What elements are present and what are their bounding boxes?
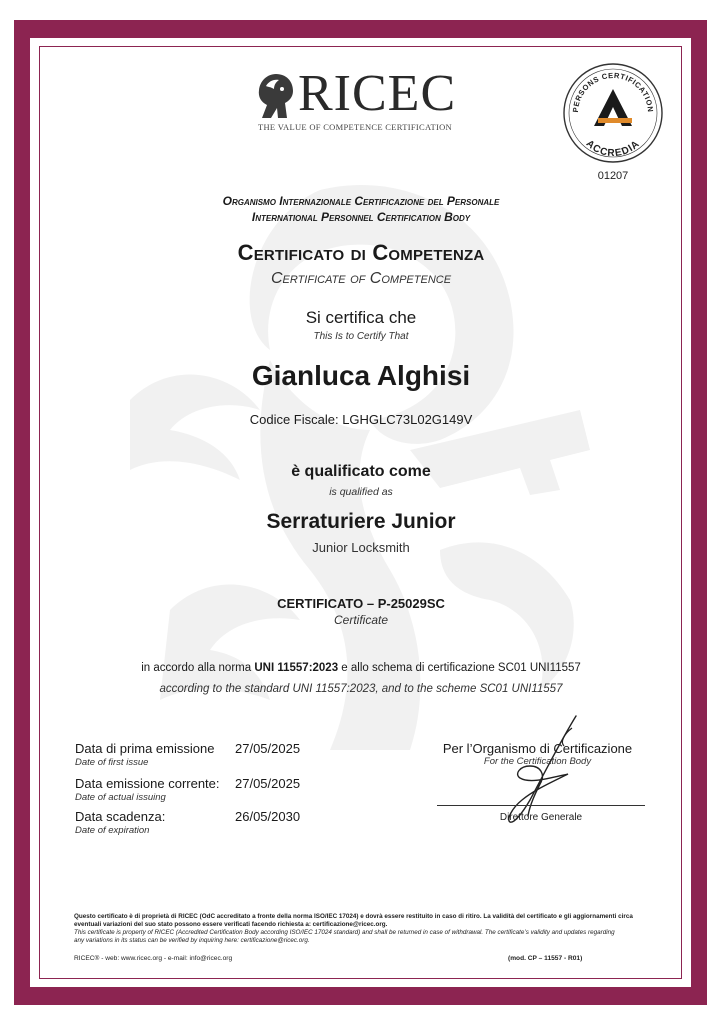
expiration-date: 26/05/2030 [235, 809, 301, 824]
current-issue-label-en: Date of actual issuing [75, 792, 166, 803]
seal-bottom-text: ACCREDIA [583, 138, 643, 160]
footer-legal-en-2: any variations in its status can be verified by inquiring here: certificazione@ricec.org. [74, 937, 310, 944]
logo-wordmark: RICEC [298, 65, 457, 122]
seal-top-text: PERSONS CERTIFICATION [570, 70, 656, 113]
certificate-number-label-en: Certificate [333, 613, 389, 627]
norm-prefix: in accordo alla norma [141, 662, 255, 674]
footer-module-code: (mod. CP – 11557 - R01) [508, 955, 583, 962]
qualification-role-it: Serraturiere Junior [266, 510, 456, 533]
current-issue-label: Data emissione corrente: [75, 776, 220, 791]
footer-legal-it-1: Questo certificato è di proprietà di RICEC (OdC accreditato a fronte della norma ISO/IEC 17024) e dovrà essere restituito in caso di ritiro. La validità del certificato e gli aggiornamenti circa [74, 913, 633, 920]
signature-for-en: For the Certification Body [483, 756, 592, 767]
accredia-seal [562, 62, 664, 164]
logo-tagline: THE VALUE OF COMPETENCE CERTIFICATION [258, 122, 452, 132]
qualification-role-en: Junior Locksmith [312, 540, 410, 555]
footer-contacts: RICEC® - web: www.ricec.org - e-mail: info@ricec.org [74, 955, 233, 962]
norm-statement-it [0, 662, 722, 674]
norm-suffix: e allo schema di certificazione SC01 UNI11557 [338, 662, 581, 674]
signatory-role: Direttore Generale [499, 812, 583, 823]
signature-line [437, 805, 645, 806]
qualified-as-en: is qualified as [329, 486, 393, 498]
organization-name-en: International Personnel Certification Body [251, 210, 471, 224]
certificate-title-it: Certificato di Competenza [237, 240, 485, 265]
first-issue-label-en: Date of first issue [75, 757, 149, 768]
certificate-number: CERTIFICATO – P-25029SC [277, 596, 445, 611]
lion-icon [256, 72, 296, 120]
first-issue-date: 27/05/2025 [235, 741, 301, 756]
organization-name-it: Organismo Internazionale Certificazione del Personale [222, 194, 500, 208]
holder-name: Gianluca Alghisi [251, 360, 471, 391]
footer-legal-en-1: This certificate is property of RICEC (Accredited Certification Body according ISO/IEC 17024 standard) and shall be returned in case of withdrawal. The certificate’s validity and updates regarding [74, 929, 615, 936]
certificate-title-en: Certificate of Competence [270, 270, 452, 287]
fiscal-code: Codice Fiscale: LGHGLC73L02G149V [249, 412, 473, 427]
first-issue-label: Data di prima emissione [75, 741, 215, 756]
ricec-logo [256, 65, 466, 132]
footer-legal-it-2: eventuali variazioni del suo stato possono essere verificati facendo richiesta a: certificazione@ricec.org. [74, 921, 388, 928]
accreditation-number: 01207 [597, 170, 629, 182]
qualified-as-it: è qualificato come [291, 463, 431, 480]
norm-statement-en: according to the standard UNI 11557:2023, and to the scheme SC01 UNI11557 [159, 683, 563, 695]
expiration-label: Data scadenza: [75, 809, 166, 824]
norm-standard: UNI 11557:2023 [254, 662, 339, 674]
certify-text-en: This Is to Certify That [313, 331, 409, 342]
current-issue-date: 27/05/2025 [235, 776, 301, 791]
expiration-label-en: Date of expiration [75, 825, 150, 836]
certify-text-it: Si certifica che [305, 308, 417, 327]
signature-for-it: Per l’Organismo di Certificazione [442, 741, 633, 756]
